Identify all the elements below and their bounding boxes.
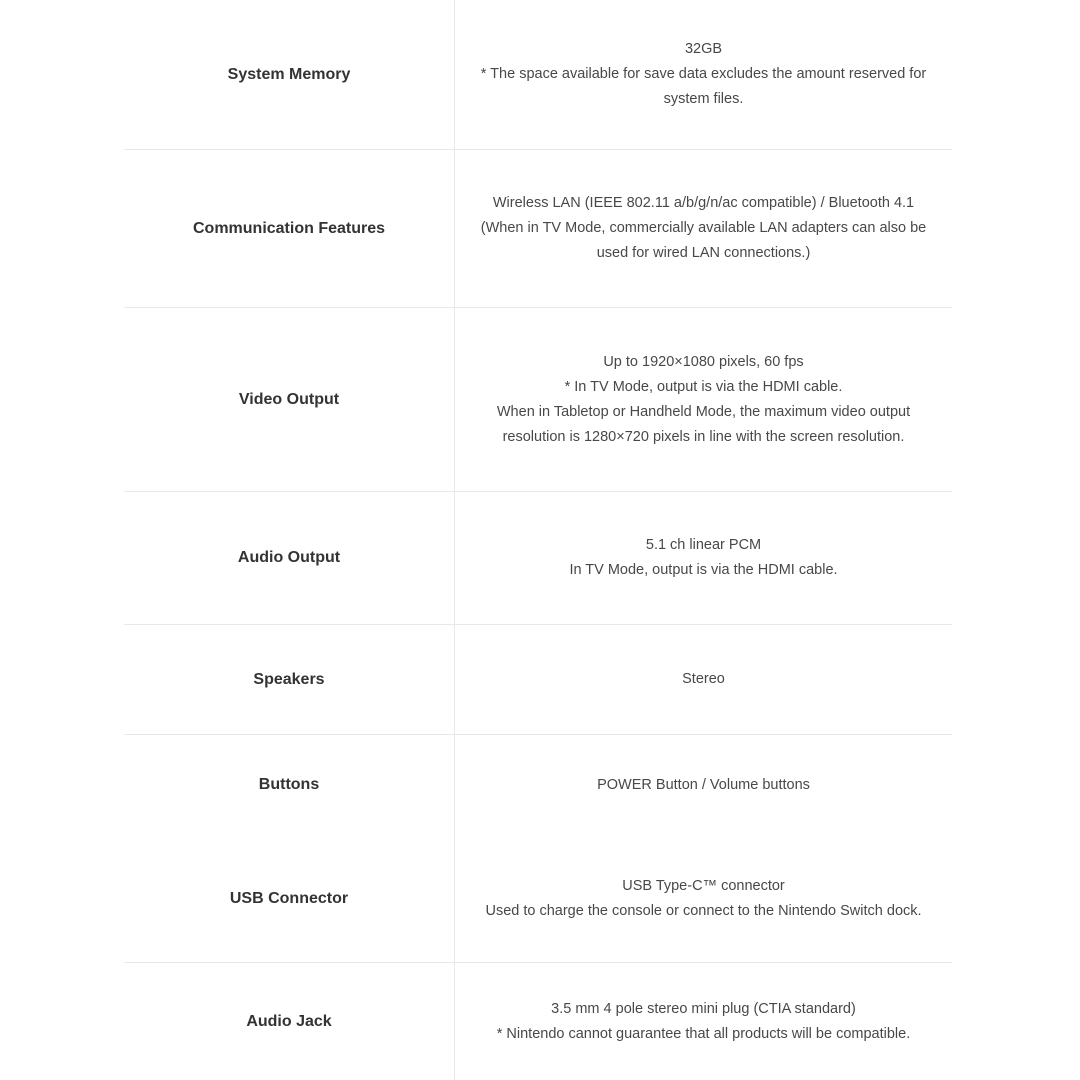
spec-value-line: Up to 1920×1080 pixels, 60 fps: [603, 353, 804, 370]
spec-value-line: (When in TV Mode, commercially available LAN adapters can also be used for wired LAN connections.): [480, 220, 927, 261]
spec-label: Buttons: [124, 735, 455, 835]
spec-value-line: Used to charge the console or connect to the Nintendo Switch dock.: [485, 902, 922, 919]
spec-label: Speakers: [124, 625, 455, 734]
spec-value-line: Stereo: [682, 671, 725, 687]
spec-label: System Memory: [124, 0, 455, 149]
spec-value: [455, 735, 952, 835]
spec-value-line: 32GB: [684, 41, 723, 57]
spec-value-line: * In TV Mode, output is via the HDMI cable.: [564, 378, 843, 395]
spec-label: Video Output: [124, 308, 455, 491]
spec-row-usb-connector: [124, 835, 952, 963]
spec-value: [455, 963, 952, 1080]
spec-value: [455, 625, 952, 734]
spec-row-system-memory: [124, 0, 952, 150]
spec-value: [455, 835, 952, 962]
spec-value-line: * Nintendo cannot guarantee that all products will be compatible.: [496, 1025, 911, 1042]
spec-row-video-output: [124, 308, 952, 492]
spec-value-line: When in Tabletop or Handheld Mode, the maximum video output resolution is 1280×720 pixels in line with the screen resolution.: [496, 403, 911, 445]
spec-value-line: * The space available for save data excludes the amount reserved for system files.: [480, 66, 927, 107]
spec-value-line: 3.5 mm 4 pole stereo mini plug (CTIA standard): [551, 1000, 856, 1017]
spec-row-speakers: [124, 625, 952, 735]
spec-row-audio-jack: [124, 963, 952, 1080]
spec-row-audio-output: [124, 492, 952, 625]
spec-label: Audio Output: [124, 492, 455, 624]
spec-value: [455, 308, 952, 491]
spec-value: [455, 492, 952, 624]
spec-value-line: USB Type-C™ connector: [622, 877, 785, 894]
spec-row-communication-features: [124, 150, 952, 308]
spec-row-buttons: [124, 735, 952, 835]
spec-table: [124, 0, 952, 1080]
spec-value-line: POWER Button / Volume buttons: [597, 776, 810, 793]
spec-label: Audio Jack: [124, 963, 455, 1080]
spec-value-line: Wireless LAN (IEEE 802.11 a/b/g/n/ac compatible) / Bluetooth 4.1: [492, 195, 915, 211]
spec-value: [455, 0, 952, 149]
spec-value-line: In TV Mode, output is via the HDMI cable.: [569, 562, 838, 578]
spec-value-line: 5.1 ch linear PCM: [645, 537, 762, 553]
spec-label: USB Connector: [124, 835, 455, 962]
spec-label: Communication Features: [124, 150, 455, 307]
spec-value: [455, 150, 952, 307]
